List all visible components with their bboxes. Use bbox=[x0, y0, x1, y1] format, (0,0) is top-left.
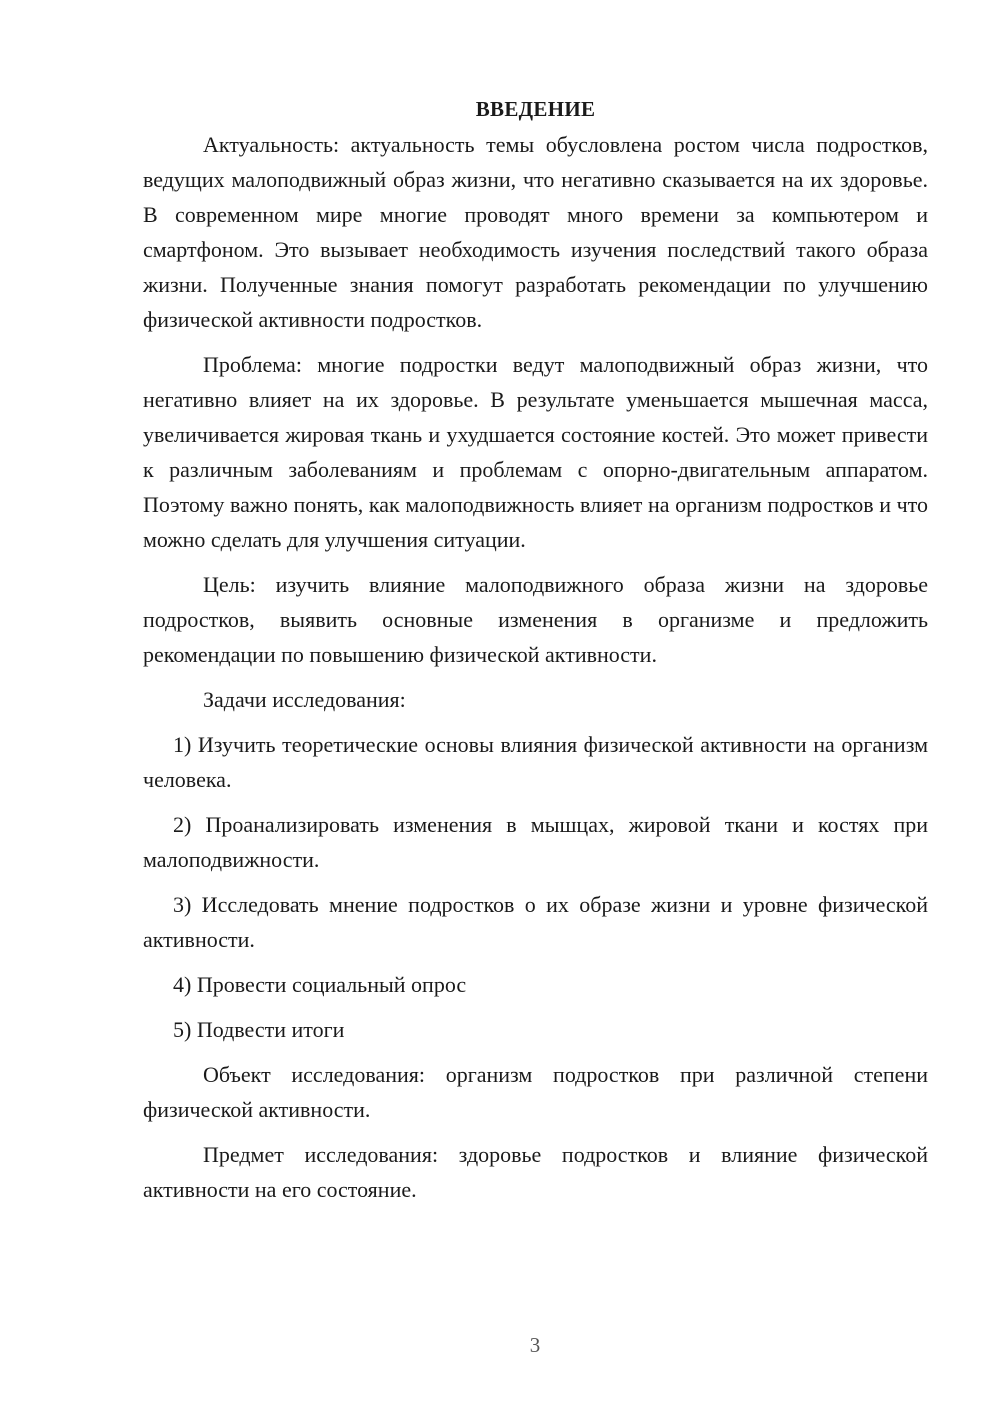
tasks-heading: Задачи исследования: bbox=[203, 687, 406, 712]
paragraph-object: Объект исследования: организм подростков при различной степени физической активности. bbox=[143, 1062, 928, 1122]
paragraph-subject: Предмет исследования: здоровье подростков и влияние физической активности на его состояние. bbox=[143, 1142, 928, 1202]
paragraph-problem: Проблема: многие подростки ведут малоподвижный образ жизни, что негативно влияет на их здоровье. В результате уменьшается мышечная масса, увеличивается жировая ткань и ухудшается состояние костей. Это может привести к различным заболеваниям и проблемам с опорно-двигательным аппаратом. Поэтому важно понять, как малоподвижность влияет на организм подростков и что можно сделать для улучшения ситуации. bbox=[143, 352, 928, 552]
task-item-2: 2) Проанализировать изменения в мышцах, жировой ткани и костях при малоподвижности. bbox=[143, 812, 928, 872]
task-item-1: 1) Изучить теоретические основы влияния физической активности на организм человека. bbox=[143, 732, 928, 792]
paragraph-goal: Цель: изучить влияние малоподвижного образа жизни на здоровье подростков, выявить основные изменения в организме и предложить рекомендации по повышению физической активности. bbox=[143, 572, 928, 667]
task-item-4: 4) Провести социальный опрос bbox=[173, 972, 467, 997]
paragraph-relevance: Актуальность: актуальность темы обусловлена ростом числа подростков, ведущих малоподвижный образ жизни, что негативно сказывается на их здоровье. В современном мире многие проводят много времени за компьютером и смартфоном. Это вызывает необходимость изучения последствий такого образа жизни. Полученные знания помогут разработать рекомендации по улучшению физической активности подростков. bbox=[143, 132, 928, 332]
section-title: ВВЕДЕНИЕ bbox=[475, 97, 596, 121]
page-number: 3 bbox=[529, 1333, 541, 1357]
task-item-3: 3) Исследовать мнение подростков о их образе жизни и уровне физической активности. bbox=[143, 892, 928, 952]
document-page bbox=[143, 92, 928, 1207]
task-item-5: 5) Подвести итоги bbox=[173, 1017, 345, 1042]
